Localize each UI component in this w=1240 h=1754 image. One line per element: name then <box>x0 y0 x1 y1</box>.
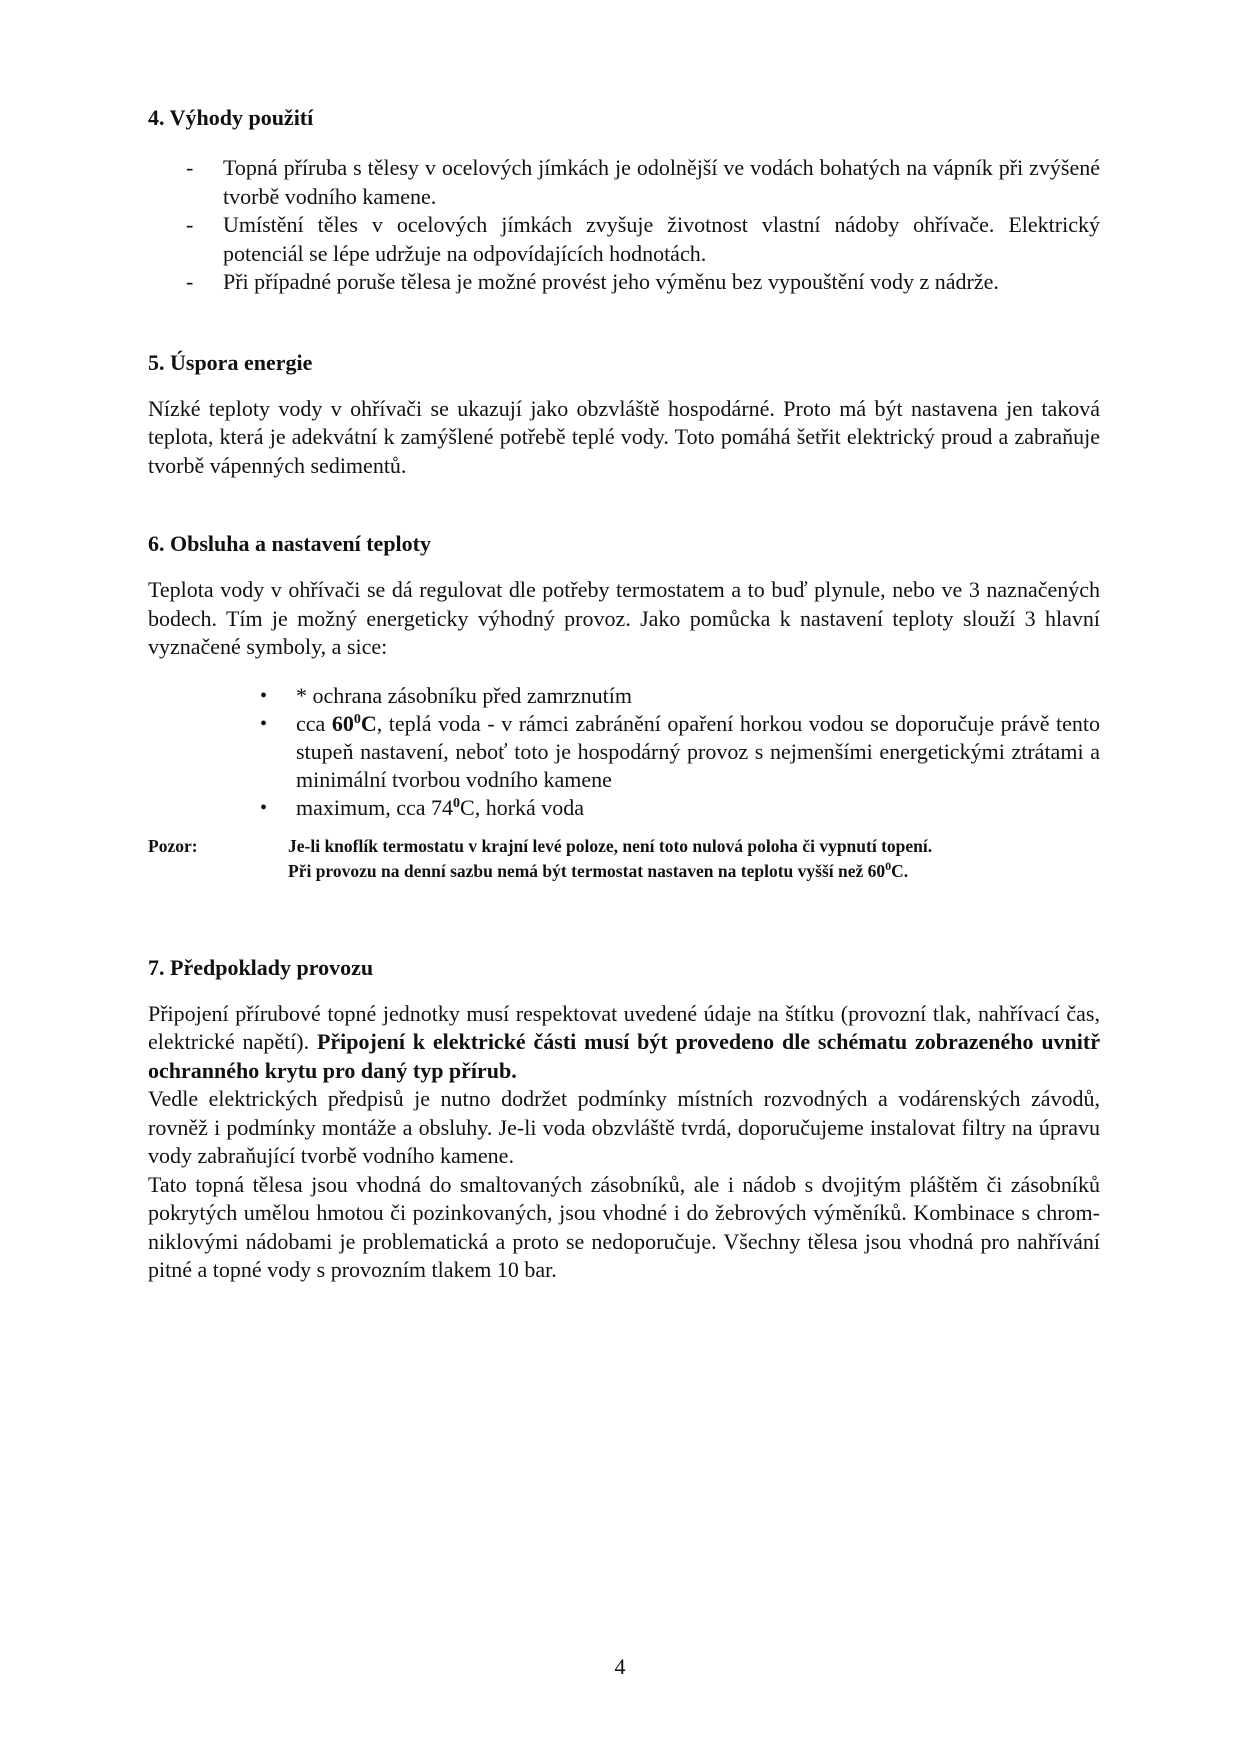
warning-label: Pozor: <box>148 835 198 856</box>
section-7-paragraph-3: Tato topná tělesa jsou vhodná do smaltovaných zásobníků, ale i nádob s dvojitým pláštěm či zásobníků pokrytých umělou hmotou či pozinkovaných, jsou vhodné i do žebrových výměníků. Kombinace s chrom-niklovými nádobami je problematická a proto se nedoporučuje. Všechny tělesa jsou vhodná pro nahřívání pitné a topné vody s provozním tlakem 10 bar. <box>148 1171 1100 1282</box>
warning-line-1: Je-li knoflík termostatu v krajní levé poloze, není toto nulová poloha či vypnutí topení. <box>288 835 933 856</box>
section-6-paragraph: Teplota vody v ohřívači se dá regulovat dle potřeby termostatem a to buď plynule, nebo ve 3 naznačených bodech. Tím je možný energeticky výhodný provoz. Jako pomůcka k nastavení teploty slouží 3 hlavní vyznačené symboly, a sice: <box>148 577 1100 659</box>
section-5 <box>148 349 1100 481</box>
section-7-paragraph-2: Vedle elektrických předpisů je nutno dodržet podmínky místních rozvodných a vodárenských závodů, rovněž i podmínky montáže a obsluhy. Je-li voda obzvláště tvrdá, doporučujeme instalovat filtry na úpravu vody zabraňující tvorbě vodního kamene. <box>148 1086 1100 1168</box>
list-item-text: , teplá voda - v rámci zabránění opaření horkou vodou se doporučuje právě tento stupeň nastavení, neboť toto je hospodárný provoz s nejmenšími energetickými ztrátami a minimální tvorbou vodního kamene <box>296 710 1100 792</box>
warning-note <box>148 834 1100 884</box>
temperature-unit: C. <box>891 860 909 881</box>
list-item <box>148 268 1100 297</box>
list-item <box>148 710 1100 794</box>
section-6-heading: 6. Obsluha a nastavení teploty <box>148 531 431 556</box>
paragraph-bold-text: Připojení k elektrické části musí být provedeno dle schématu zobrazeného uvnitř ochranného krytu pro daný typ přírub. <box>148 1029 1100 1083</box>
paragraph-text: Připojení přírubové topné jednotky musí respektovat uvedené údaje na štítku (provozní tlak, nahřívací čas, elektrické napětí). <box>148 1000 1100 1054</box>
dash-marker: - <box>186 269 194 294</box>
temperature-symbols-list <box>148 682 1100 822</box>
section-4-heading: 4. Výhody použití <box>148 105 314 130</box>
section-6 <box>148 530 1100 884</box>
degree-superscript: 0 <box>353 711 361 727</box>
list-item-prefix: cca <box>296 710 332 736</box>
section-5-paragraph: Nízké teploty vody v ohřívači se ukazují jako obzvláště hospodárné. Proto má být nastavena jen taková teplota, která je adekvátní k zamýšlené potřebě teplé vody. Toto pomáhá šetřit elektrický proud a zabraňuje tvorbě vápenných sedimentů. <box>148 395 1100 478</box>
list-item-text: Při případné poruše tělesa je možné provést jeho výměnu bez vypouštění vody z nádrže. <box>223 269 999 294</box>
temperature-value: 60 <box>331 710 354 736</box>
degree-superscript: 0 <box>453 795 461 811</box>
list-item-text: * ochrana zásobníku před zamrznutím <box>296 682 632 708</box>
warning-text <box>288 834 1100 884</box>
section-7-heading: 7. Předpoklady provozu <box>148 954 374 980</box>
warning-line-2-text: Při provozu na denní sazbu nemá být termostat nastaven na teplotu vyšší než 60 <box>288 860 886 881</box>
section-5-heading: 5. Úspora energie <box>148 349 313 375</box>
section-7-paragraph-1 <box>148 1000 1100 1086</box>
dash-marker: - <box>186 212 194 237</box>
list-item-text: , horká voda <box>474 794 585 820</box>
bullet-marker: • <box>260 684 268 707</box>
page-content <box>148 104 1100 1285</box>
bullet-marker: • <box>260 712 268 735</box>
advantages-list <box>148 154 1100 297</box>
section-7 <box>148 954 1100 1285</box>
warning-line-2 <box>288 859 1100 884</box>
list-item-prefix: maximum, cca 74 <box>296 794 454 820</box>
dash-marker: - <box>186 155 194 180</box>
page-number: 4 <box>614 1654 626 1679</box>
list-item <box>148 211 1100 268</box>
temperature-unit: C <box>360 710 377 736</box>
list-item-text: Umístění těles v ocelových jímkách zvyšuje životnost vlastní nádoby ohřívače. Elektrický potenciál se lépe udržuje na odpovídajících hodnotách. <box>223 212 1100 266</box>
list-item-text: Topná příruba s tělesy v ocelových jímkách je odolnější ve vodách bohatých na vápník při zvýšené tvorbě vodního kamene. <box>223 155 1100 209</box>
list-item <box>148 682 1100 710</box>
section-4 <box>148 104 1100 297</box>
degree-superscript: 0 <box>885 858 892 873</box>
temperature-unit: C <box>460 794 475 820</box>
list-item <box>148 154 1100 211</box>
list-item <box>148 794 1100 822</box>
bullet-marker: • <box>260 796 268 819</box>
